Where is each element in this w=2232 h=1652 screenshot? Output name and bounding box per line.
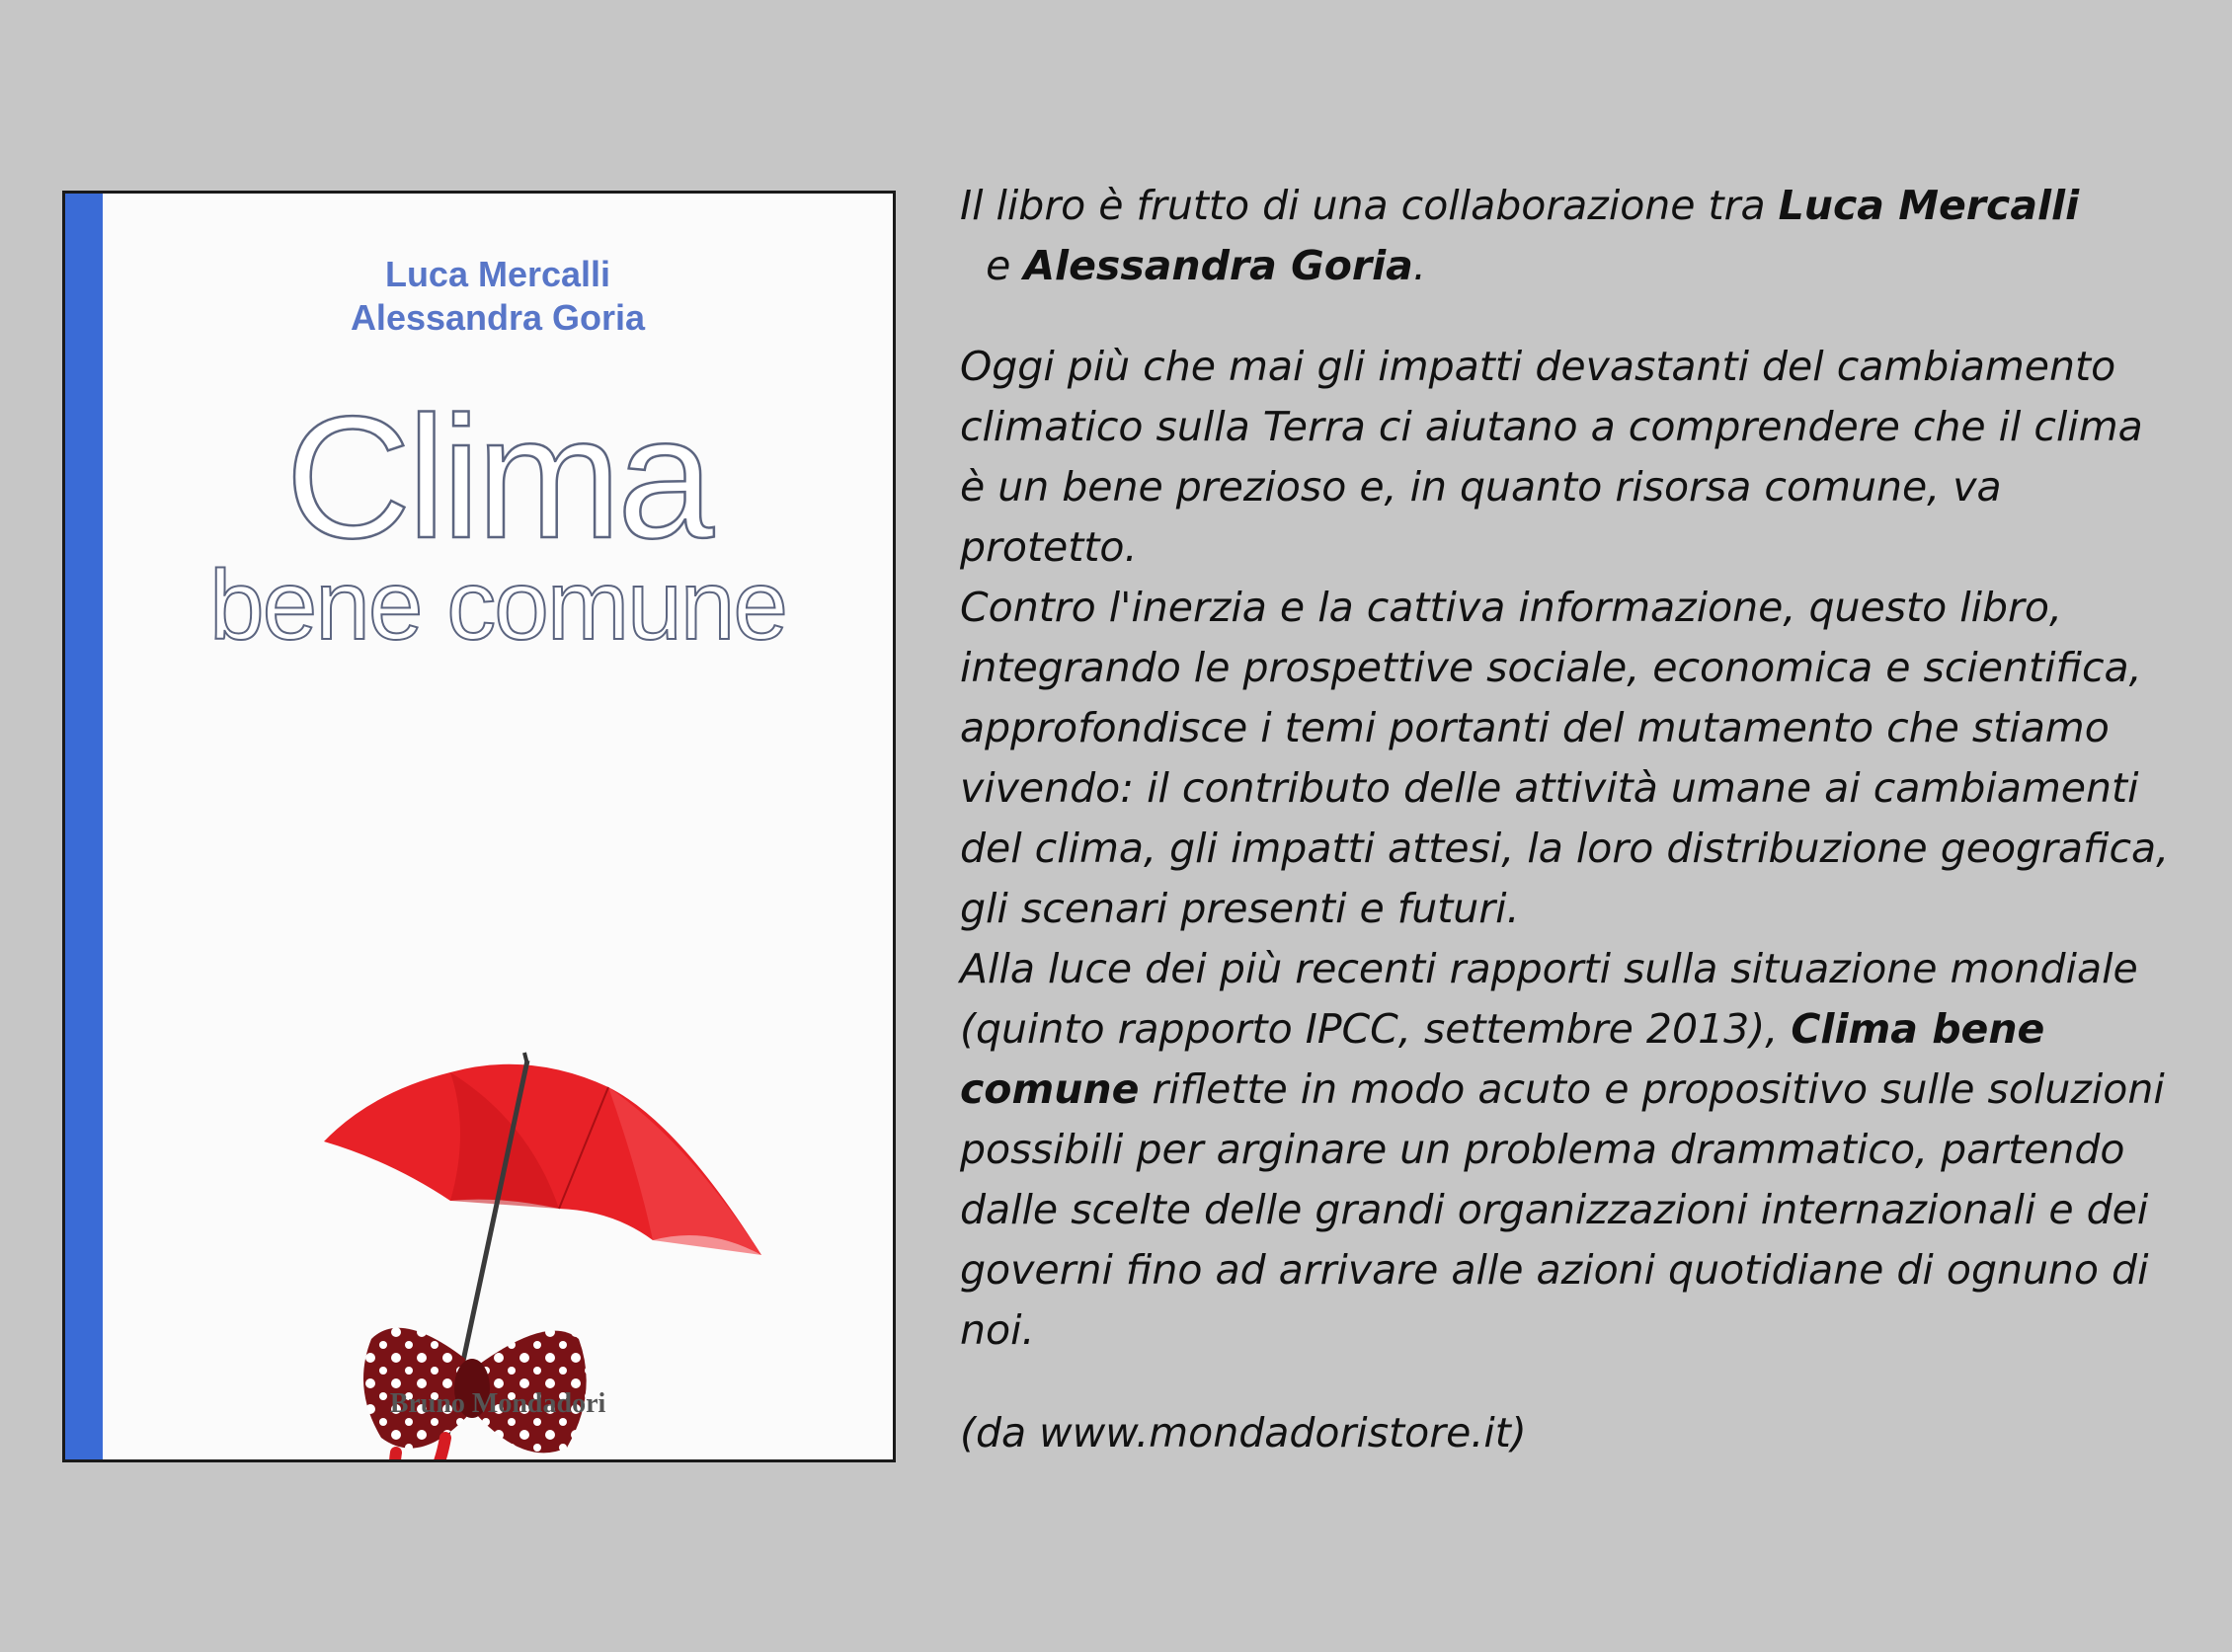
cover-publisher: Bruno Mondadori [389, 1388, 606, 1419]
cover-title: Clima [285, 381, 710, 575]
paragraph-3 [960, 939, 2175, 1361]
book-cover [62, 191, 896, 1462]
intro-and: e [960, 242, 1024, 289]
paragraph-2: Contro l'inerzia e la cattiva informazione, questo libro, integrando le prospettive sociale, economica e scientifica, approfondisce i temi portanti del mutamento che stiamo vivendo: il contributo delle attività umane ai cambiamenti del clima, gli impatti attesi, la loro distribuzione geografica, gli scenari presenti e futuri. [960, 584, 2170, 932]
cover-author-2: Alessandra Goria [350, 297, 646, 338]
cover-subtitle: bene comune [208, 550, 786, 661]
intro-author-1: Luca Mercalli [1778, 182, 2080, 229]
paragraph-3-suffix: riflette in modo acuto e propositivo sulle soluzioni possibili per arginare un problema drammatico, partendo dalle scelte delle grandi organizzazioni internazionali e dei governi fino ad arrivare alle azioni quotidiane di ognuno di noi. [960, 1065, 2165, 1354]
intro-prefix: Il libro è frutto di una collaborazione tra [960, 182, 1779, 229]
umbrella-illustration [312, 914, 766, 1462]
intro-author-2: Alessandra Goria [1023, 242, 1413, 289]
cover-spine [65, 194, 103, 1459]
book-description [960, 176, 2175, 1463]
paragraph-3-prefix: Alla luce dei più recenti rapporti sulla situazione mondiale (quinto rapporto IPCC, settembre 2013), [960, 945, 2138, 1053]
cover-author-1: Luca Mercalli [384, 254, 611, 294]
paragraph-1: Oggi più che mai gli impatti devastanti del cambiamento climatico sulla Terra ci aiutano a comprendere che il clima è un bene prezioso e, in quanto risorsa comune, va protetto. [960, 343, 2143, 571]
paragraph-3-title: Clima bene comune [960, 1005, 2045, 1113]
intro-suffix: . [1412, 242, 1426, 289]
umbrella-canopy [324, 1053, 761, 1255]
cover-authors [103, 253, 893, 340]
source-citation: (da www.mondadoristore.it) [960, 1409, 1527, 1456]
intro-paragraph [960, 176, 2175, 296]
